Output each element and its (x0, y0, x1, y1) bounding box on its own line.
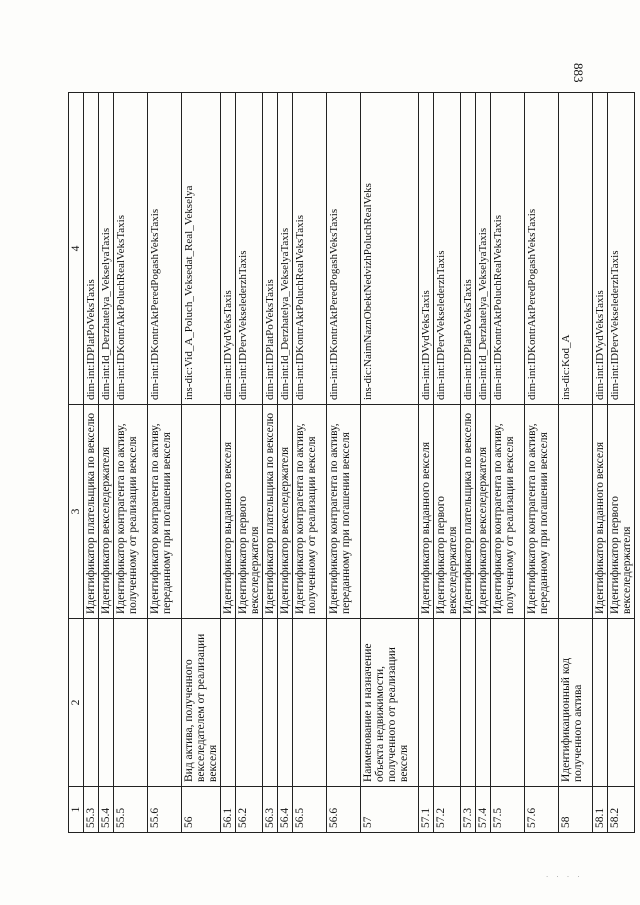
row-description-cell (559, 405, 593, 619)
row-name-cell (327, 619, 361, 787)
row-number-cell: 56.4 (278, 787, 293, 833)
table-row (221, 93, 236, 833)
row-code-cell: dim-int:IDPervVekselederzhTaxis (236, 93, 263, 405)
row-code-cell: dim-int:Id_Derzhatelya_VekselyaTaxis (476, 93, 491, 405)
row-number-cell: 56.1 (221, 787, 236, 833)
table-row (491, 93, 525, 833)
row-name-cell: Идентификационный код полученного актива (559, 619, 593, 787)
row-description-cell: Идентификатор контрагента по активу, полученному от реализации векселя (491, 405, 525, 619)
row-description-cell: Идентификатор векселедержателя (99, 405, 114, 619)
row-description-cell: Идентификатор контрагента по активу, полученному от реализации векселя (293, 405, 327, 619)
row-name-cell (491, 619, 525, 787)
rotated-table-container (68, 93, 633, 833)
row-code-cell: ins-dic:NaimNaznObektNedvizhPoluchRealVeks (361, 93, 419, 405)
table-row (293, 93, 327, 833)
row-description-cell: Идентификатор выданного векселя (419, 405, 434, 619)
row-number-cell: 56.6 (327, 787, 361, 833)
row-number-cell: 57.3 (461, 787, 476, 833)
table-row (148, 93, 182, 833)
row-code-cell: dim-int:IDPervVekselederzhTaxis (608, 93, 635, 405)
table-row (84, 93, 99, 833)
table-header-row (69, 93, 84, 833)
row-code-cell: dim-int:IDPlatPoVeksTaxis (84, 93, 99, 405)
table-row (327, 93, 361, 833)
row-description-cell: Идентификатор плательщика по векселю (263, 405, 278, 619)
header-col-4: 4 (69, 93, 84, 405)
page-number: 883 (571, 63, 586, 83)
table-row (461, 93, 476, 833)
row-code-cell: dim-int:IDKontrAktPeredPogashVeksTaxis (327, 93, 361, 405)
table-row (476, 93, 491, 833)
row-code-cell: dim-int:IDPervVekselederzhTaxis (434, 93, 461, 405)
row-description-cell: Идентификатор контрагента по активу, переданному при погашении векселя (327, 405, 361, 619)
row-code-cell: ins-dic:Vid_A_Poluch_Veksedat_Real_Vekselya (182, 93, 221, 405)
table-row (525, 93, 559, 833)
table-row (236, 93, 263, 833)
row-number-cell: 56.5 (293, 787, 327, 833)
row-number-cell: 58 (559, 787, 593, 833)
table-row (361, 93, 419, 833)
row-description-cell: Идентификатор плательщика по векселю (461, 405, 476, 619)
row-description-cell (182, 405, 221, 619)
table-row (559, 93, 593, 833)
row-number-cell: 58.2 (608, 787, 635, 833)
row-number-cell: 55.5 (114, 787, 148, 833)
row-description-cell: Идентификатор выданного векселя (221, 405, 236, 619)
table-row (99, 93, 114, 833)
row-name-cell (148, 619, 182, 787)
table-row (182, 93, 221, 833)
row-description-cell: Идентификатор первого векселедержателя (434, 405, 461, 619)
table-body (84, 93, 635, 833)
row-number-cell: 56.3 (263, 787, 278, 833)
row-number-cell: 55.6 (148, 787, 182, 833)
row-description-cell: Идентификатор контрагента по активу, переданному при погашении векселя (525, 405, 559, 619)
row-description-cell: Идентификатор контрагента по активу, полученному от реализации векселя (114, 405, 148, 619)
row-name-cell (263, 619, 278, 787)
row-code-cell: dim-int:IDKontrAktPoluchRealVeksTaxis (114, 93, 148, 405)
header-col-2: 2 (69, 619, 84, 787)
row-description-cell: Идентификатор первого векселедержателя (608, 405, 635, 619)
row-code-cell: dim-int:IDVydVeksTaxis (593, 93, 608, 405)
row-number-cell: 57.2 (434, 787, 461, 833)
table-row (593, 93, 608, 833)
row-code-cell: dim-int:IDPlatPoVeksTaxis (263, 93, 278, 405)
row-code-cell: ins-dic:Kod_A (559, 93, 593, 405)
table-row (278, 93, 293, 833)
row-name-cell (293, 619, 327, 787)
table-row (263, 93, 278, 833)
row-name-cell (419, 619, 434, 787)
row-number-cell: 57 (361, 787, 419, 833)
row-code-cell: dim-int:IDKontrAktPoluchRealVeksTaxis (491, 93, 525, 405)
row-name-cell (99, 619, 114, 787)
row-description-cell: Идентификатор векселедержателя (476, 405, 491, 619)
row-name-cell (608, 619, 635, 787)
row-number-cell: 55.3 (84, 787, 99, 833)
table-row (434, 93, 461, 833)
row-description-cell (361, 405, 419, 619)
row-description-cell: Идентификатор контрагента по активу, переданному при погашении векселя (148, 405, 182, 619)
table-row (114, 93, 148, 833)
row-number-cell: 56 (182, 787, 221, 833)
header-col-1: 1 (69, 787, 84, 833)
row-number-cell: 57.4 (476, 787, 491, 833)
row-name-cell (236, 619, 263, 787)
row-name-cell (434, 619, 461, 787)
row-name-cell (278, 619, 293, 787)
row-code-cell: dim-int:IDKontrAktPeredPogashVeksTaxis (525, 93, 559, 405)
row-description-cell: Идентификатор первого векселедержателя (236, 405, 263, 619)
row-number-cell: 57.6 (525, 787, 559, 833)
table-row (419, 93, 434, 833)
row-code-cell: dim-int:IDKontrAktPoluchRealVeksTaxis (293, 93, 327, 405)
row-code-cell: dim-int:IDVydVeksTaxis (419, 93, 434, 405)
row-code-cell: dim-int:IDKontrAktPeredPogashVeksTaxis (148, 93, 182, 405)
row-description-cell: Идентификатор выданного векселя (593, 405, 608, 619)
row-name-cell: Вид актива, полученного векселедателем от реализации векселя (182, 619, 221, 787)
row-number-cell: 57.5 (491, 787, 525, 833)
row-name-cell (221, 619, 236, 787)
row-name-cell (476, 619, 491, 787)
scan-marks: . . . . (546, 870, 583, 879)
row-code-cell: dim-int:Id_Derzhatelya_VekselyaTaxis (278, 93, 293, 405)
row-description-cell: Идентификатор плательщика по векселю (84, 405, 99, 619)
row-number-cell: 57.1 (419, 787, 434, 833)
data-table (68, 92, 635, 833)
row-description-cell: Идентификатор векселедержателя (278, 405, 293, 619)
row-code-cell: dim-int:Id_Derzhatelya_VekselyaTaxis (99, 93, 114, 405)
row-name-cell (84, 619, 99, 787)
row-number-cell: 56.2 (236, 787, 263, 833)
row-code-cell: dim-int:IDPlatPoVeksTaxis (461, 93, 476, 405)
table-row (608, 93, 635, 833)
row-name-cell (525, 619, 559, 787)
row-name-cell (593, 619, 608, 787)
row-number-cell: 55.4 (99, 787, 114, 833)
row-name-cell (461, 619, 476, 787)
row-code-cell: dim-int:IDVydVeksTaxis (221, 93, 236, 405)
header-col-3: 3 (69, 405, 84, 619)
row-name-cell (114, 619, 148, 787)
row-number-cell: 58.1 (593, 787, 608, 833)
row-name-cell: Наименование и назначение объекта недвижимости, полученного от реализации векселя (361, 619, 419, 787)
